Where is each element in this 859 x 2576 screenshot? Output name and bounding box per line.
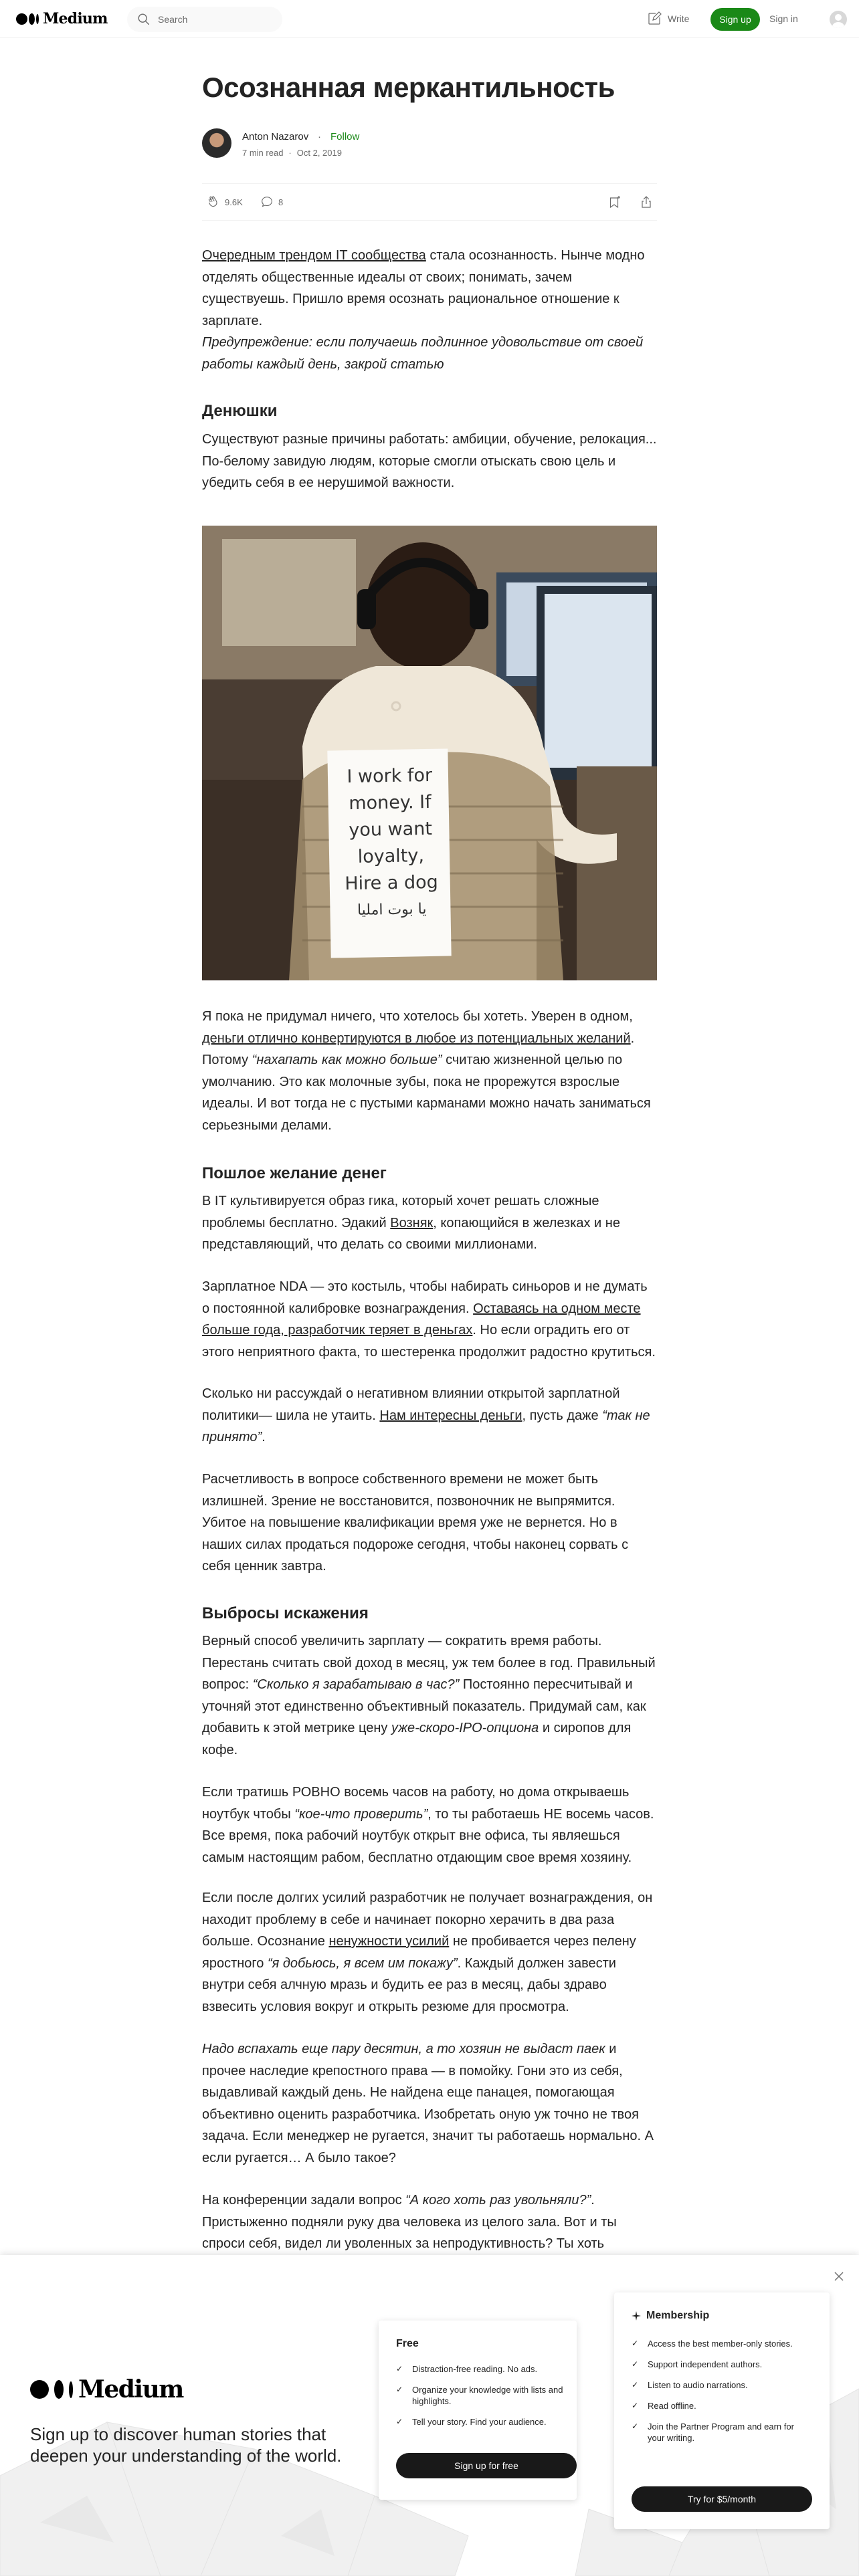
comment-button[interactable] [260, 195, 283, 209]
paragraph: Очередным трендом IT сообщества стала осознанность. Нынче модно отделять общественные идеалы от своих; понимать, зачем существуешь. Пришло время осознать рациональное отношение к зарплате. [202, 248, 645, 328]
benefit-item: ✓ Join the Partner Program and earn for your writing. [632, 2422, 794, 2443]
clap-button[interactable] [206, 195, 243, 209]
signup-overlay [0, 2255, 859, 2576]
section-heading: Пошлое желание денег [202, 1164, 387, 1182]
check-icon: ✓ [396, 2385, 403, 2394]
article-meta [242, 148, 342, 158]
paragraph: Зарплатное NDA — это костыль, чтобы набирать синьоров и не думать о постоянной калибровке вознаграждения. Оставаясь на одном месте больше года, разработчик теряет в деньгах. Но если оградить его от этого неприятного факта, то шестеренка продолжит радостно крутиться. [202, 1279, 656, 1360]
inline-link[interactable]: Очередным трендом IT сообщества [202, 248, 426, 263]
free-plan-card [379, 2321, 577, 2500]
paragraph: Расчетливость в вопросе собственного времени не может быть излишней. Зрение не восстановится, позвоночник не выпрямится. Убитое на повышение квалификации время уже не вернется. Но в наших силах продаться подороже сегодня, чтобы наконец сорвать с себя ценник завтра. [202, 1472, 629, 1574]
top-navigation-bar [0, 0, 859, 38]
benefit-item: ✓ Distraction-free reading. No ads. [396, 2364, 538, 2374]
write-icon [646, 11, 662, 27]
check-icon: ✓ [632, 2359, 639, 2369]
author-separator: · [318, 131, 321, 142]
article-image [202, 526, 657, 980]
medium-logo-mark [16, 13, 39, 25]
user-avatar-icon[interactable] [830, 11, 847, 28]
benefit-item: ✓ Listen to audio narrations. [632, 2380, 748, 2390]
paragraph: В IT культивируется образ гика, который хочет решать сложные проблемы бесплатно. Эдакий Возняк, копающийся в железках и не представляющий, что делать со своими миллионами. [202, 1194, 620, 1252]
check-icon: ✓ [396, 2417, 403, 2426]
paragraph: Существуют разные причины работать: амбиции, обучение, релокация... По-белому завидую людям, которые смогли отыскать свою цель и убедить себя в ее нерушимой важности. [202, 432, 657, 490]
check-icon: ✓ [396, 2364, 403, 2373]
paragraph: Я пока не придумал ничего, что хотелось бы хотеть. Уверен в одном, деньги отлично конвертируются в любое из потенциальных желаний. Потому “нахапать как можно больше” считаю жизненной целью по умолчанию. Это как молочные зубы, пока не прорежутся взрослые идеалы. И вот тогда не с пустыми карманами можно начать заниматься серьезными делами. [202, 1009, 651, 1133]
membership-benefit-list [632, 2338, 805, 2453]
check-icon: ✓ [632, 2401, 639, 2410]
follow-button[interactable]: Follow [330, 131, 360, 142]
meta-separator: · [288, 148, 292, 158]
author-avatar[interactable] [202, 128, 231, 158]
overlay-medium-logo: Medium [30, 2375, 183, 2403]
article-action-bar [202, 183, 657, 221]
benefit-item: ✓ Tell your story. Find your audience. [396, 2417, 547, 2427]
check-icon: ✓ [632, 2422, 639, 2431]
medium-logo[interactable] [16, 10, 108, 27]
section-heading: Денюшки [202, 402, 278, 420]
paragraph: Если тратишь РОВНО восемь часов на работу, но дома открываешь ноутбук чтобы “кое-что проверить”, то ты работаешь НЕ восемь часов. Все время, пока рабочий ноутбук открыт вне офиса, ты являешься самым настоящим рабом, бесплатно отдающим свое время хозяину. [202, 1785, 654, 1865]
search-input[interactable] [158, 14, 272, 25]
overlay-tagline: Sign up to discover human stories that deepen your understanding of the world. [30, 2424, 342, 2466]
free-plan-title: Free [396, 2338, 419, 2349]
paragraph: Верный способ увеличить зарплату — сократить время работы. Перестань считать свой доход в месяц, уж тем более в год. Правильный вопрос: “Сколько я зарабатываю в час?” Постоянно пересчитывай и уточняй этот единственно объективный показатель. Придумай сам, как добавить к этой метрике цену уже-скоро-IPO-опциона и сиропов для кофе. [202, 1634, 656, 1757]
check-icon: ✓ [632, 2380, 639, 2389]
bookmark-add-icon[interactable] [606, 195, 622, 211]
author-name[interactable]: Anton Nazarov [242, 131, 309, 142]
read-time: 7 min read [242, 148, 284, 158]
medium-logo-text: Medium [43, 10, 108, 27]
write-link[interactable] [646, 11, 689, 27]
warning-paragraph: Предупреждение: если получаешь подлинное удовольствие от своей работы каждый день, закрой статью [202, 335, 644, 372]
comment-icon [260, 195, 274, 209]
sparkle-icon [632, 2311, 641, 2321]
free-benefit-list [396, 2363, 570, 2437]
section-heading: Выбросы искажения [202, 1604, 369, 1622]
article-title: Осознанная меркантильность [202, 72, 615, 103]
benefit-item: ✓ Organize your knowledge with lists and highlights. [396, 2385, 563, 2406]
sign-up-free-button[interactable]: Sign up for free [396, 2453, 577, 2478]
search-icon [136, 12, 151, 27]
paragraph: Сколько ни рассуждай о негативном влиянии открытой зарплатной политики— шила не утаить. Нам интересны деньги, пусть даже “так не принято”. [202, 1386, 650, 1444]
membership-title: Membership [632, 2310, 709, 2322]
publish-date: Oct 2, 2019 [296, 148, 342, 158]
inline-link[interactable]: ненужности усилий [328, 1934, 450, 1949]
inline-link[interactable]: Возняк [390, 1215, 434, 1230]
write-label: Write [668, 13, 690, 24]
search-box[interactable] [127, 7, 282, 32]
benefit-item: ✓ Access the best member-only stories. [632, 2339, 793, 2349]
try-membership-button[interactable]: Try for $5/month [632, 2486, 812, 2512]
sign-in-link[interactable]: Sign in [769, 13, 798, 24]
share-icon[interactable] [638, 194, 654, 210]
inline-link[interactable]: Оставаясь на одном месте больше года, разработчик теряет в деньгах [202, 1301, 641, 1337]
inline-link[interactable]: деньги отлично конвертируются в любое из потенциальных желаний [202, 1031, 631, 1046]
membership-card [614, 2292, 830, 2529]
inline-link[interactable]: Нам интересны деньги [379, 1408, 522, 1423]
comment-count: 8 [278, 197, 284, 207]
close-icon[interactable] [832, 2270, 846, 2283]
benefit-item: ✓ Read offline. [632, 2401, 696, 2411]
paragraph: На конференции задали вопрос “А кого хоть раз увольняли?”. Пристыженно подняли руку два человека из целого зала. Вот и ты спроси себя, видел ли уволенных за непродуктивность? Ты хоть [202, 2193, 617, 2251]
sign-up-button[interactable]: Sign up [710, 8, 760, 31]
benefit-item: ✓ Support independent authors. [632, 2359, 763, 2369]
check-icon: ✓ [632, 2339, 639, 2348]
paragraph: Если после долгих усилий разработчик не получает вознаграждения, он находит проблему в себе и начинает покорно херачить в два раза больше. Осознание ненужности усилий не пробивается через пелену яростного “я добьюсь, я всем им покажу”. Каждый должен завести внутри себя алчную мразь и будить ее раз в месяц, дабы здраво взвесить условия вокруг и открыть резюме для просмотра. [202, 1891, 653, 2014]
photo-sign-text: I work for money. If you want loyalty, Hire a dog يا بوت امليا [345, 764, 439, 919]
paragraph: Надо вспахать еще пару десятин, а то хозяин не выдаст паек и прочее наследие крепостного права — в помойку. Гони это из себя, выдавливай каждый день. Не найдена еще панацея, помогающая объективно оценить разработчика. Изобретать оную уж точно не твоя задача. Если менеджер не ругается, значит ты работаешь нормально. А если ругается… А было такое? [202, 2042, 654, 2165]
clap-count: 9.6K [225, 197, 243, 207]
clap-icon [206, 195, 221, 209]
